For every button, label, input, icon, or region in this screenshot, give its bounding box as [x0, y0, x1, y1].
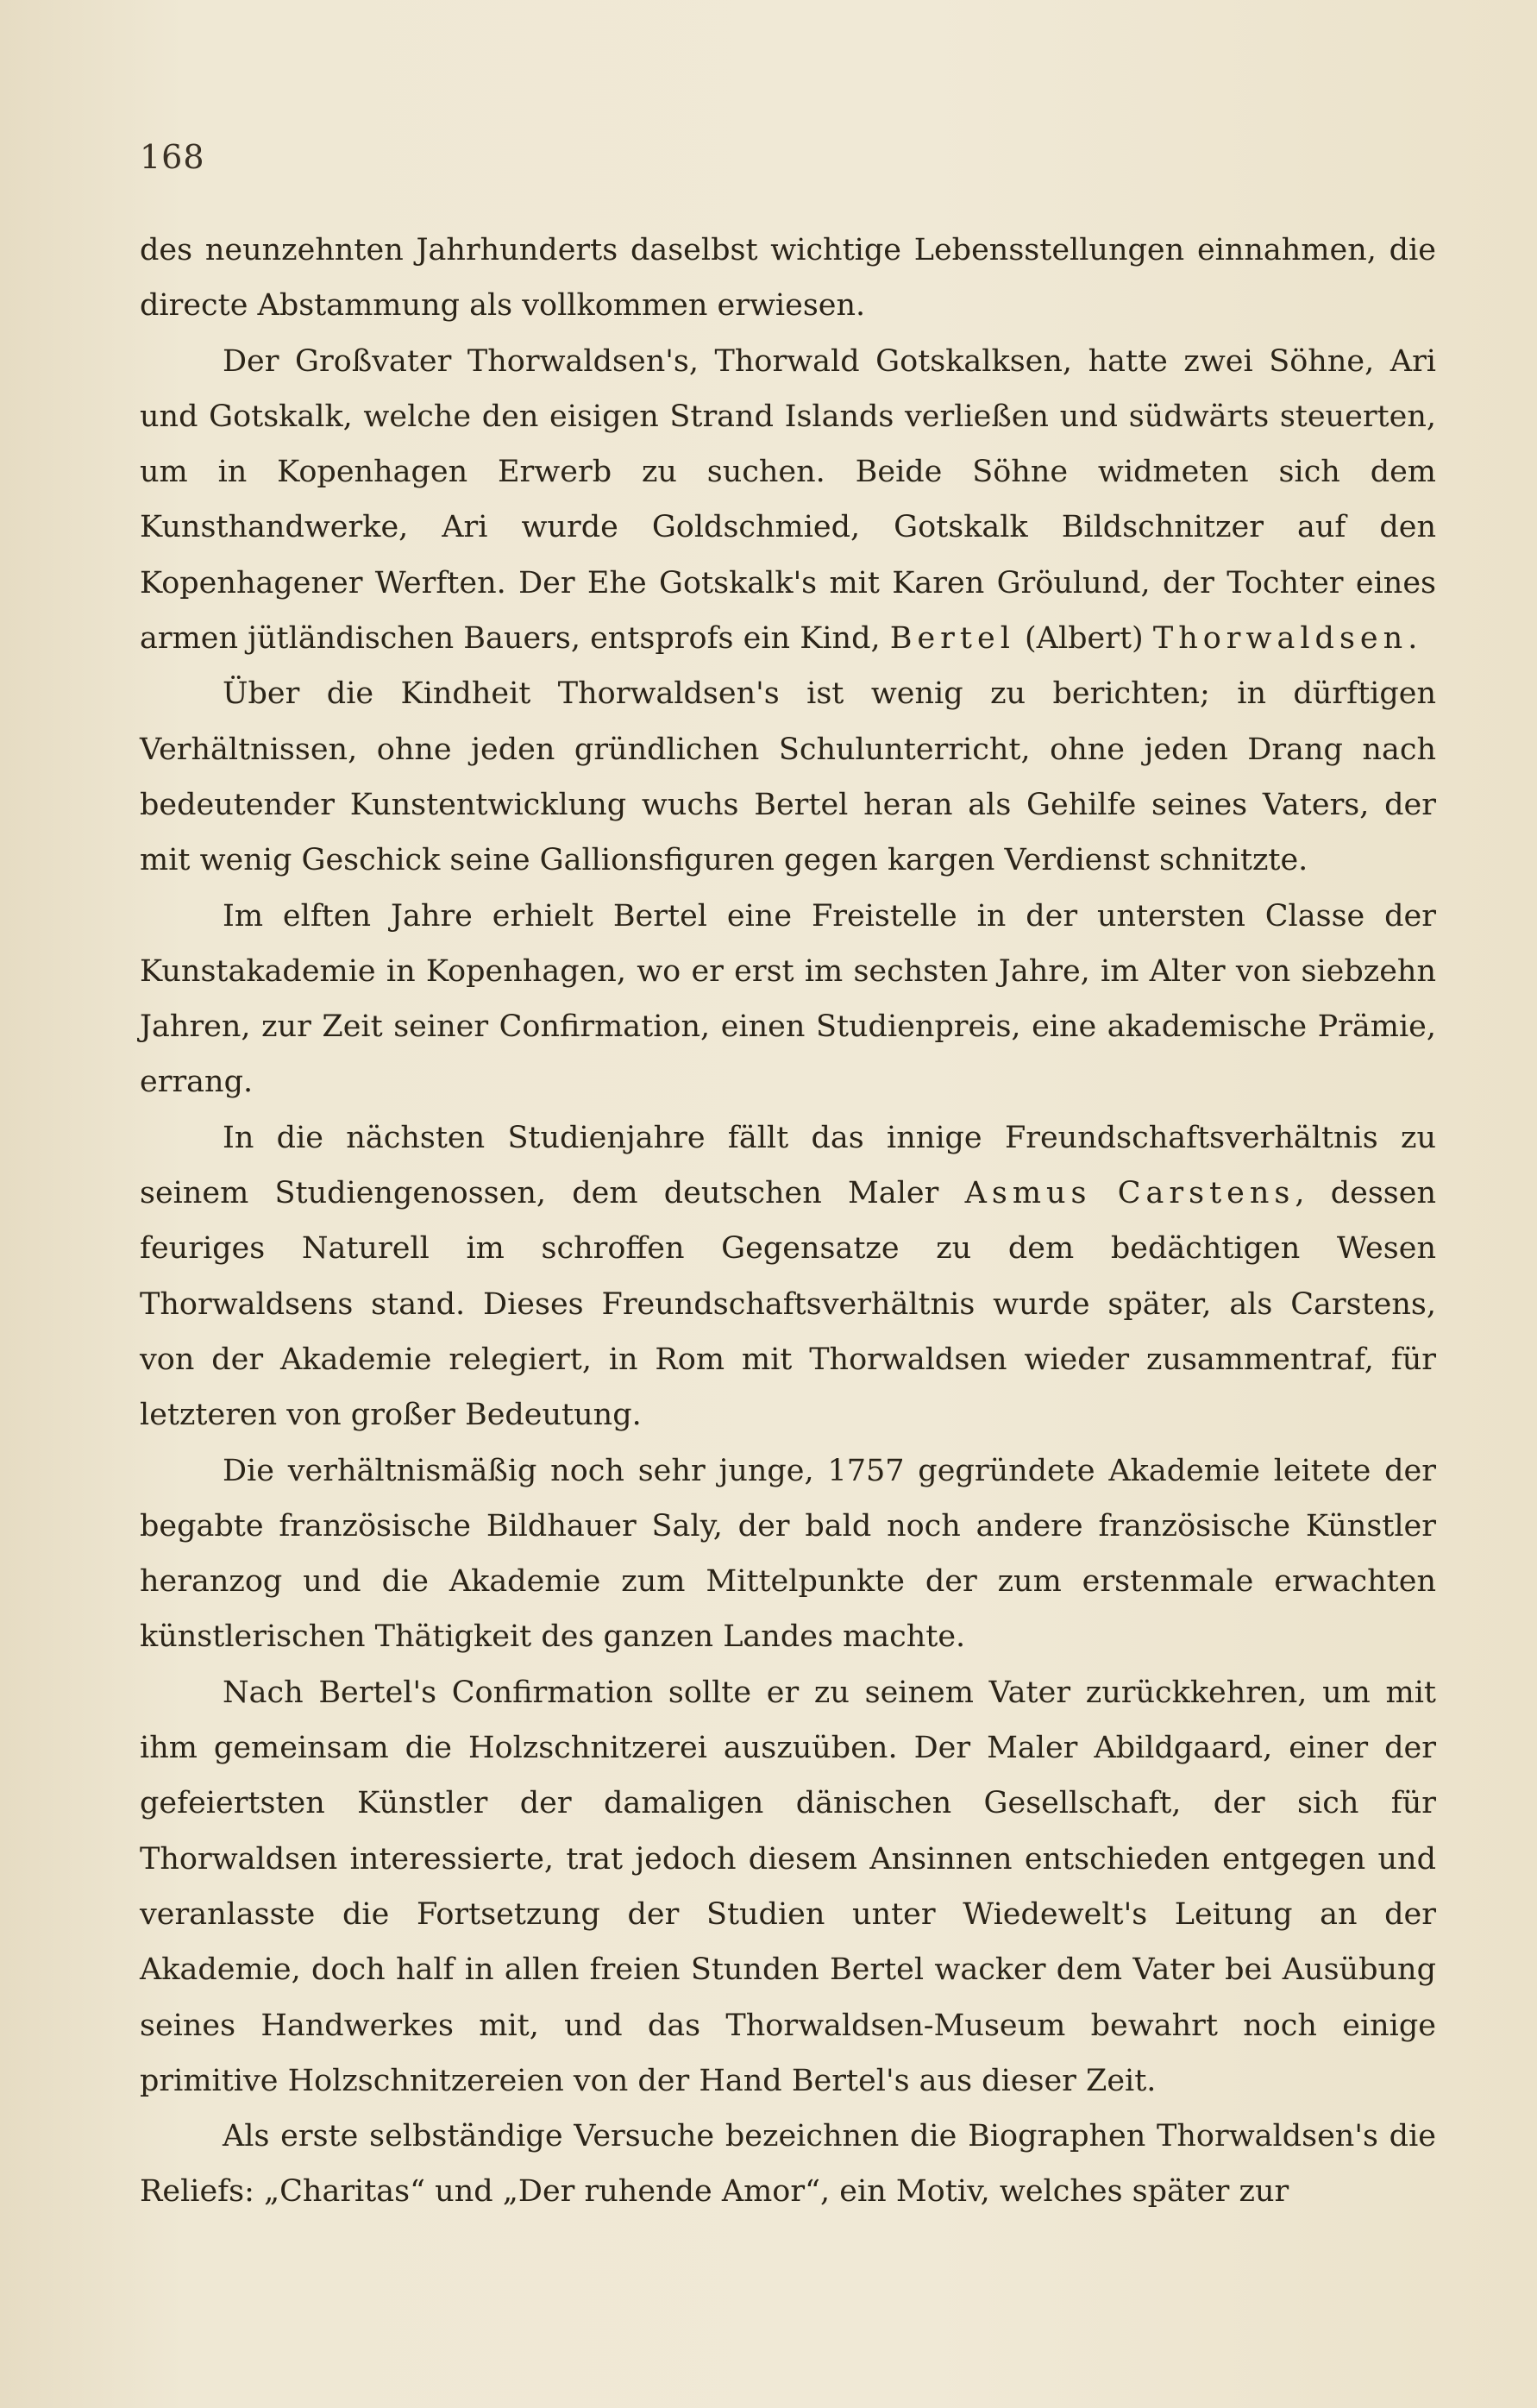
paragraph-5-text-after: , dessen feuriges Naturell im schroffen Gegensatze zu dem bedächtigen Wesen Thorwaldsens stand. Dieses Freundschaftsverhältnis wurde später, als Carstens, von der Akademie relegiert, in Rom mit Thorwaldsen wieder zusammentraf, für letzteren von großer Bedeutung.: [140, 1176, 1436, 1433]
paragraph-5: [140, 1110, 1436, 1443]
paragraph-1: des neunzehnten Jahrhunderts daselbst wichtige Lebensstellungen einnahmen, die directe Abstammung als vollkommen erwiesen.: [140, 233, 1436, 324]
name-carstens: Carstens: [1117, 1176, 1295, 1211]
paragraph-2-text-middle: (Albert): [1014, 621, 1153, 657]
body-text: [140, 223, 1436, 2220]
paragraph-7: Nach Bertel's Confirmation sollte er zu seinem Vater zurückkehren, um mit ihm gemeinsam die Holzschnitzerei auszuüben. Der Maler Abildgaard, einer der gefeiertsten Künstler der damaligen dänischen Gesellschaft, der sich für Thorwaldsen interessierte, trat jedoch diesem Ansinnen entschieden entgegen und veranlasste die Fortsetzung der Studien unter Wiedewelt's Leitung an der Akademie, doch half in allen freien Stunden Bertel wacker dem Vater bei Ausübung seines Handwerkes mit, und das Thorwaldsen-Museum bewahrt noch einige primitive Holzschnitzereien von der Hand Bertel's aus dieser Zeit.: [140, 1675, 1436, 2098]
name-bertel: Bertel: [889, 621, 1015, 657]
paragraph-3: Über die Kindheit Thorwaldsen's ist wenig zu berichten; in dürftigen Verhältnissen, ohne jeden gründlichen Schulunterricht, ohne jeden Drang nach bedeutender Kunstentwicklung wuchs Bertel heran als Gehilfe seines Vaters, der mit wenig Geschick seine Gallionsfiguren gegen kargen Verdienst schnitzte.: [140, 676, 1436, 878]
page-number: 168: [140, 138, 205, 176]
name-asmus: Asmus: [964, 1176, 1092, 1211]
paragraph-2-text-before: Der Großvater Thorwaldsen's, Thorwald Gotskalksen, hatte zwei Söhne, Ari und Gotskalk, welche den eisigen Strand Islands verließen und südwärts steuerten, um in Kopenhagen Erwerb zu suchen. Beide Söhne widmeten sich dem Kunsthandwerke, Ari wurde Goldschmied, Gotskalk Bildschnitzer auf den Kopenhagener Werften. Der Ehe Gotskalk's mit Karen Gröulund, der Tochter eines armen jütländischen Bauers, entsprofs ein Kind,: [140, 343, 1436, 657]
name-thorwaldsen: Thorwaldsen: [1152, 621, 1408, 657]
paragraph-5-text-before: In die nächsten Studienjahre fällt das innige Freundschaftsverhältnis zu seinem Studiengenossen, dem deutschen Maler: [140, 1120, 1436, 1211]
paragraph-2-text-after: .: [1408, 621, 1418, 657]
paragraph-5-text-middle: [1092, 1176, 1118, 1210]
paragraph-8: Als erste selbständige Versuche bezeichnen die Biographen Thorwaldsen's die Reliefs: „Charitas“ und „Der ruhende Amor“, ein Motiv, welches später zur: [140, 2119, 1436, 2210]
paragraph-4: Im elften Jahre erhielt Bertel eine Freistelle in der untersten Classe der Kunstakademie in Kopenhagen, wo er erst im sechsten Jahre, im Alter von siebzehn Jahren, zur Zeit seiner Confirmation, einen Studienpreis, eine akademische Prämie, errang.: [140, 898, 1436, 1100]
paragraph-6: Die verhältnismäßig noch sehr junge, 1757 gegründete Akademie leitete der begabte französische Bildhauer Saly, der bald noch andere französische Künstler heranzog und die Akademie zum Mittelpunkte der zum erstenmale erwachten künstlerischen Thätigkeit des ganzen Landes machte.: [140, 1453, 1436, 1655]
paragraph-2: [140, 334, 1436, 667]
